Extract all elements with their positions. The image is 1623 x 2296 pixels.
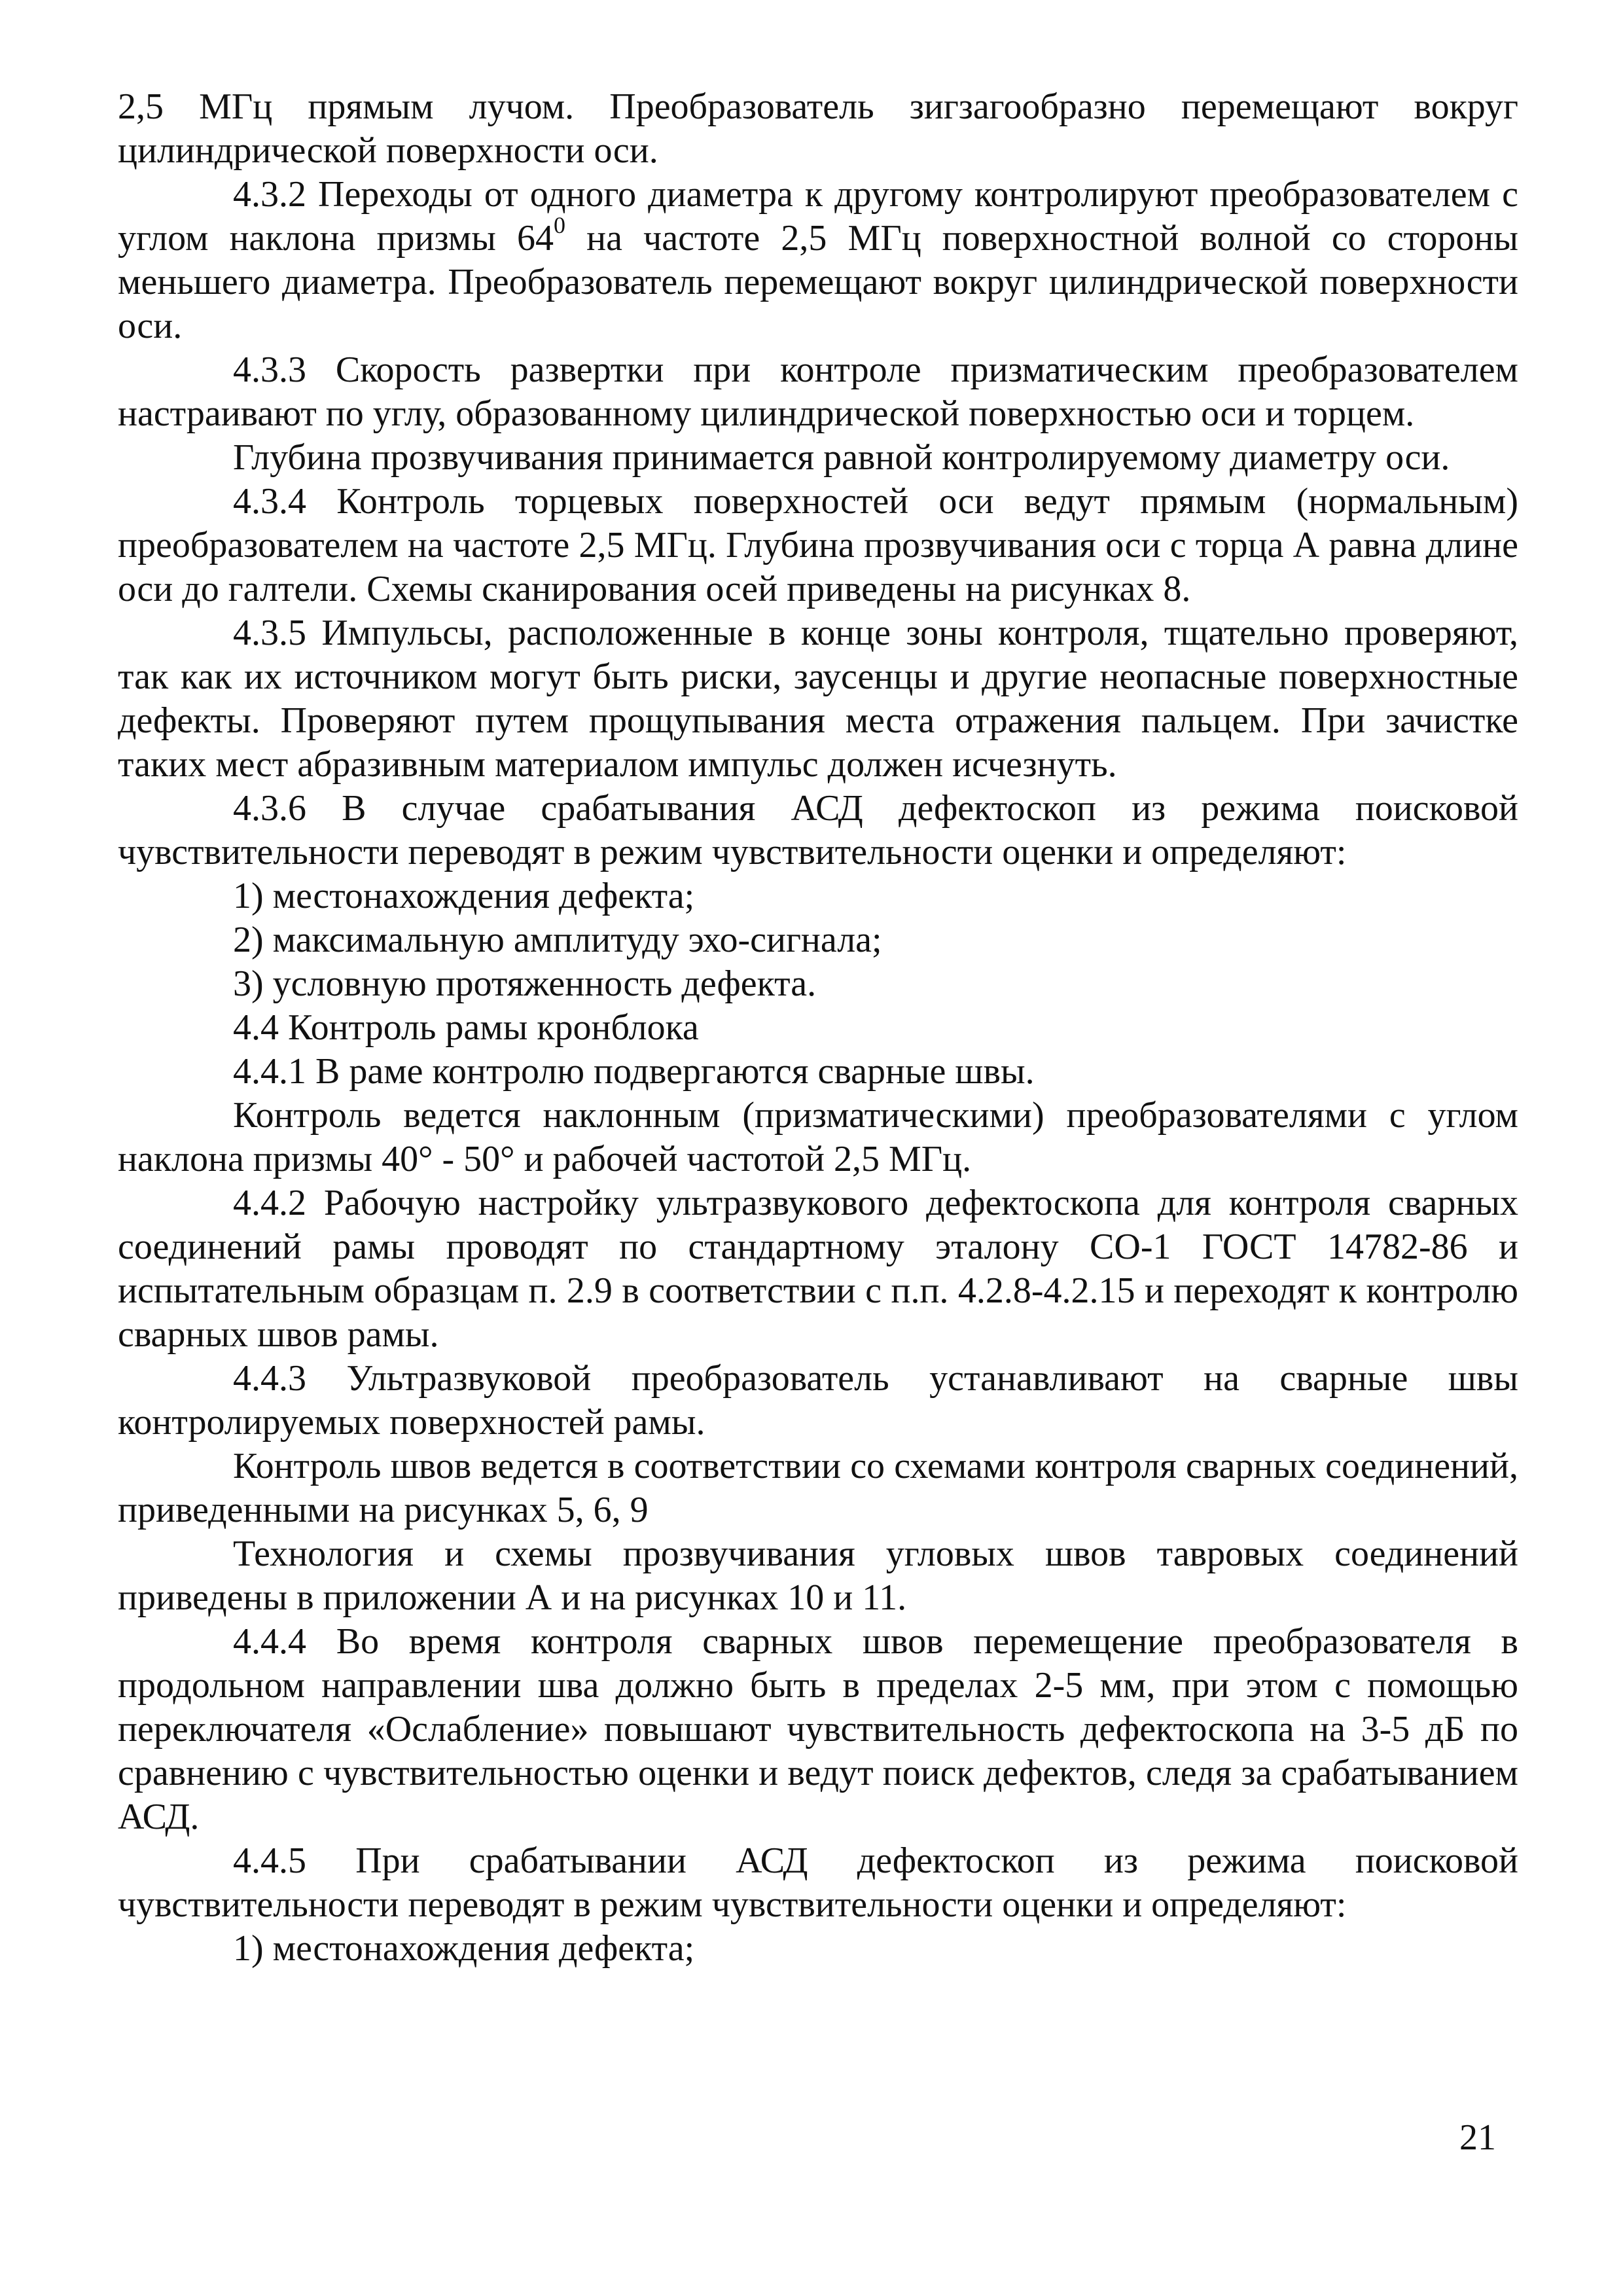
paragraph-4-3-2-text: 4.3.2 Переходы от одного диаметра к другому контролируют преобразователем с углом наклона призмы 64 xyxy=(118,174,1518,259)
page-number: 21 xyxy=(1459,2117,1496,2158)
paragraph-4-4-1: 4.4.1 В раме контролю подвергаются сварные швы. xyxy=(233,1051,1035,1092)
paragraph-4-3-5: 4.3.5 Импульсы, расположенные в конце зоны контроля, тщательно проверяют, так как их источником могут быть риски, заусенцы и другие неопасные поверхностные дефекты. Проверяют путем прощупывания места отражения пальцем. При зачистке таких мест абразивным материалом импульс должен исчезнуть. xyxy=(118,613,1518,785)
paragraph-4-4-4: 4.4.4 Во время контроля сварных швов перемещение преобразователя в продольном направлении шва должно быть в пределах 2-5 мм, при этом с помощью переключателя «Ослабление» повышают чувствительность дефектоскопа на 3-5 дБ по сравнению с чувствительностью оценки и ведут поиск дефектов, следя за срабатыванием АСД. xyxy=(118,1621,1518,1837)
paragraph-4-3-4: 4.3.4 Контроль торцевых поверхностей оси ведут прямым (нормальным) преобразователем на частоте 2,5 МГц. Глубина прозвучивания оси с торца А равна длине оси до галтели. Схемы сканирования осей приведены на рисунках 8. xyxy=(118,481,1518,609)
list-item: 1) местонахождения дефекта; xyxy=(233,876,695,916)
document-page xyxy=(118,85,1518,1971)
paragraph-control: Контроль ведется наклонным (призматическими) преобразователями с углом наклона призмы 40° - 50° и рабочей частотой 2,5 МГц. xyxy=(118,1095,1518,1179)
paragraph-intro: 2,5 МГц прямым лучом. Преобразователь зигзагообразно перемещают вокруг цилиндрической поверхности оси. xyxy=(118,86,1518,171)
paragraph-4-3-3: 4.3.3 Скорость развертки при контроле призматическим преобразователем настраивают по углу, образованному цилиндрической поверхностью оси и торцем. xyxy=(118,350,1518,434)
paragraph-depth: Глубина прозвучивания принимается равной контролируемому диаметру оси. xyxy=(233,437,1450,478)
paragraph-4-3-6: 4.3.6 В случае срабатывания АСД дефектоскоп из режима поисковой чувствительности переводят в режим чувствительности оценки и определяют: xyxy=(118,788,1518,872)
section-heading-4-4: 4.4 Контроль рамы кронблока xyxy=(233,1007,699,1048)
paragraph-seams: Контроль швов ведется в соответствии со схемами контроля сварных соединений, приведенными на рисунках 5, 6, 9 xyxy=(118,1446,1518,1530)
paragraph-4-4-5: 4.4.5 При срабатывании АСД дефектоскоп из режима поисковой чувствительности переводят в режим чувствительности оценки и определяют: xyxy=(118,1840,1518,1925)
list-item: 1) местонахождения дефекта; xyxy=(233,1928,695,1969)
list-item: 2) максимальную амплитуду эхо-сигнала; xyxy=(233,920,882,960)
paragraph-4-3-2 xyxy=(118,173,1518,348)
paragraph-4-4-3: 4.4.3 Ультразвуковой преобразователь устанавливают на сварные швы контролируемых поверхностей рамы. xyxy=(118,1358,1518,1443)
paragraph-4-4-2: 4.4.2 Рабочую настройку ультразвукового дефектоскопа для контроля сварных соединений рамы проводят по стандартному эталону СО-1 ГОСТ 14782-86 и испытательным образцам п. 2.9 в соответствии с п.п. 4.2.8-4.2.15 и переходят к контролю сварных швов рамы. xyxy=(118,1183,1518,1355)
degree-superscript: 0 xyxy=(553,212,565,239)
paragraph-tech: Технология и схемы прозвучивания угловых швов тавровых соединений приведены в приложении А и на рисунках 10 и 11. xyxy=(118,1534,1518,1618)
list-item: 3) условную протяженность дефекта. xyxy=(233,963,817,1004)
paragraph-4-3-2-text-end: на частоте 2,5 МГц поверхностной волной со стороны меньшего диаметра. Преобразователь перемещают вокруг цилиндрической поверхности оси. xyxy=(118,218,1518,346)
